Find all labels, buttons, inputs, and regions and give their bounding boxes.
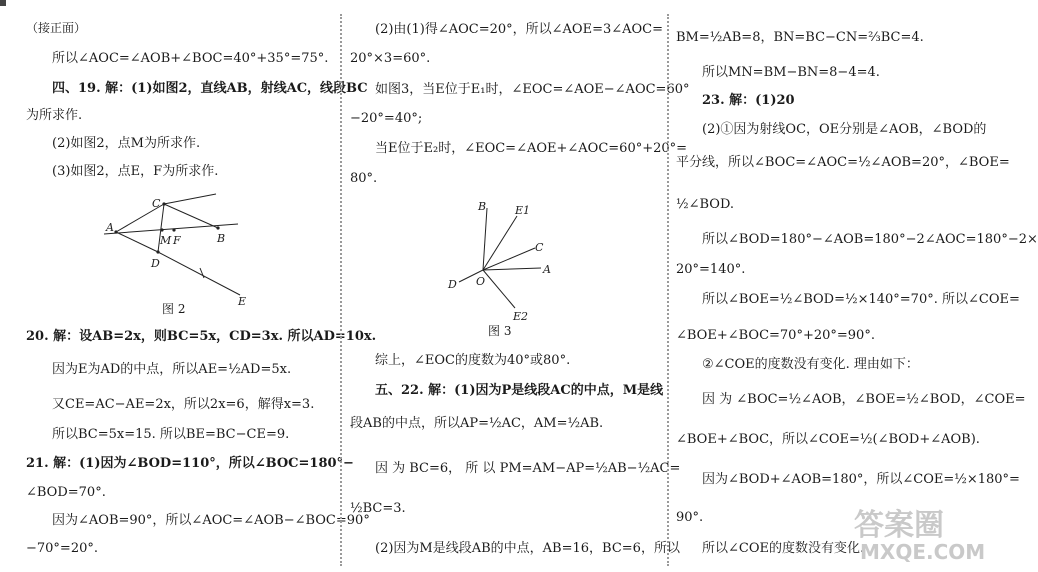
text-line: 因为E为AD的中点，所以AE=½AD=5x. (52, 362, 292, 377)
vertex-label-o: O (476, 275, 486, 288)
text-line: (2)由(1)得∠AOC=20°，所以∠AOE=3∠AOC= (375, 22, 664, 37)
text-line: (3)如图2，点E，F为所求作. (52, 164, 219, 179)
point-label-a: A (106, 221, 114, 234)
point-label-d: D (151, 257, 160, 270)
segment-bc (164, 204, 218, 228)
text-line: 因为∠AOB=90°，所以∠AOC=∠AOB−∠BOC=90° (52, 513, 370, 528)
text-line: 因 为 BC=6， 所 以 PM=AM−AP=½AB−½AC= (375, 461, 681, 476)
column-1 (0, 0, 377, 572)
text-line: ②∠COE的度数没有变化. 理由如下： (702, 357, 919, 372)
text-line: 段AB的中点，所以AP=½AC，AM=½AB. (350, 416, 604, 431)
text-line: 因 为 ∠BOC=½∠AOB，∠BOE=½∠BOD，∠COE= (702, 392, 1026, 407)
text-line: 90°. (676, 510, 704, 525)
ray-label-d: D (448, 278, 457, 291)
text-line: BM=½AB=8，BN=BC−CN=⅔BC=4. (676, 30, 924, 45)
point-label-e: E (238, 295, 247, 308)
text-line: 所以∠BOD=180°−∠AOB=180°−2∠AOC=180°−2× (702, 232, 1038, 247)
section-heading: 四、19. 解：(1)如图2，直线AB，射线AC，线段BC (52, 81, 368, 96)
text-line: (2)如图2，点M为所求作. (52, 136, 201, 151)
text-line: ∠BOE+∠BOC，所以∠COE=½(∠BOD+∠AOB). (676, 432, 980, 447)
text-line: 当E位于E₂时，∠EOC=∠AOE+∠AOC=60°+20°= (375, 141, 688, 156)
watermark-logo-text: 答案圈 (854, 508, 944, 543)
text-line: ½BC=3. (350, 501, 406, 516)
text-line: (2)①因为射线OC，OE分别是∠AOB，∠BOD的 (702, 122, 987, 137)
text-line: 80°. (350, 171, 378, 186)
ray-oa (483, 268, 541, 270)
column-divider (340, 14, 342, 566)
text-line: 所以BC=5x=15. 所以BE=BC−CE=9. (52, 427, 290, 442)
ray-oe2 (483, 270, 515, 308)
text-line: 为所求作. (26, 108, 83, 123)
text-line: ∠BOD=70°. (26, 485, 106, 500)
section-heading: 21. 解：(1)因为∠BOD=110°，所以∠BOC=180°− (26, 456, 354, 471)
text-line: 20°×3=60°. (350, 51, 431, 66)
ray-label-e2: E2 (513, 310, 529, 323)
figure-2-caption: 图 2 (162, 302, 186, 316)
column-divider (667, 14, 669, 566)
continued-note: （接正面） (26, 21, 87, 35)
text-line: 20°=140°. (676, 262, 746, 277)
point-label-b: B (217, 232, 226, 245)
text-line: −20°=40°; (350, 111, 423, 126)
figure-3-caption: 图 3 (488, 324, 512, 338)
text-line: 所以MN=BM−BN=8−4=4. (702, 65, 880, 80)
ray-ob (483, 208, 487, 270)
ray-label-e1: E1 (515, 204, 531, 217)
section-heading: 五、22. 解：(1)因为P是线段AC的中点，M是线 (375, 383, 664, 398)
point-label-c: C (152, 197, 161, 210)
text-line: 所以∠COE的度数没有变化. (702, 541, 865, 556)
segment-de (158, 252, 240, 295)
text-line: 又CE=AC−AE=2x，所以2x=6，解得x=3. (52, 397, 315, 412)
ray-oc (483, 248, 535, 270)
text-line: −70°=20°. (26, 541, 99, 556)
column-3 (672, 0, 1038, 572)
text-line: 所以∠AOC=∠AOB+∠BOC=40°+35°=75°. (52, 51, 329, 66)
section-heading: 20. 解：设AB=2x，则BC=5x，CD=3x. 所以AD=10x. (26, 329, 377, 344)
point-label-m: M (160, 234, 172, 247)
text-line: 如图3，当E位于E₁时，∠EOC=∠AOE−∠AOC=60° (375, 82, 690, 97)
text-line: ∠BOE+∠BOC=70°+20°=90°. (676, 328, 875, 343)
text-line: 因为∠BOD+∠AOB=180°，所以∠COE=½×180°= (702, 472, 1020, 487)
watermark-domain: MXQE.COM (860, 540, 986, 564)
section-heading: 23. 解：(1)20 (702, 93, 795, 108)
ray-label-a: A (543, 263, 551, 276)
ray-ac-extension (164, 194, 216, 204)
text-line: 综上，∠EOC的度数为40°或80°. (375, 353, 571, 368)
text-line: (2)因为M是线段AB的中点，AB=16，BC=6，所以 (375, 541, 680, 556)
ray-oe1 (483, 216, 517, 270)
tick-mark (200, 268, 204, 278)
ray-label-b: B (478, 200, 487, 213)
segment-ad (116, 232, 158, 252)
text-line: ½∠BOD. (676, 197, 735, 212)
text-line: 平分线，所以∠BOC=∠AOC=½∠AOB=20°，∠BOE= (676, 155, 1010, 170)
watermark (846, 498, 996, 568)
figure-2 (100, 192, 260, 310)
text-line: 所以∠BOE=½∠BOD=½×140°=70°. 所以∠COE= (702, 292, 1020, 307)
point-label-f: F (173, 234, 181, 247)
ray-label-c: C (535, 241, 544, 254)
figure-3 (445, 196, 565, 328)
